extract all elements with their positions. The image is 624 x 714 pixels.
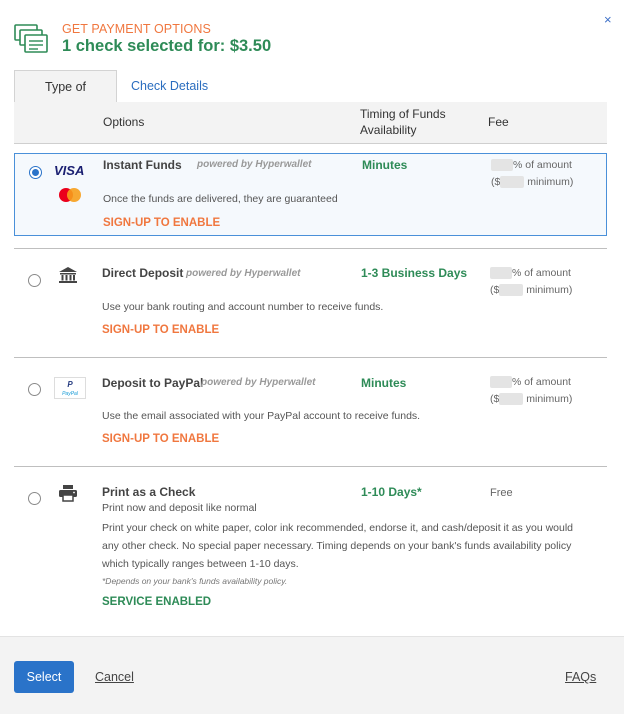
option-row-instant-funds[interactable] [14,153,607,236]
svg-text:PayPal: PayPal [62,391,78,397]
footnote: *Depends on your bank's funds availability policy. [102,576,288,586]
signup-link[interactable]: SIGN-UP TO ENABLE [103,217,221,229]
option-description-line: any other check. No special paper necessary. Timing depends on your bank's funds availability policy [102,540,572,552]
timing-value: Minutes [362,158,408,172]
option-description: Use the email associated with your PayPal account to receive funds. [102,410,421,422]
printer-icon [58,484,78,507]
signup-link[interactable]: SIGN-UP TO ENABLE [102,433,220,445]
visa-logo-icon [53,163,87,182]
tab-check-details[interactable]: Check Details [131,79,209,93]
radio-print-check[interactable] [28,492,41,505]
option-description: Once the funds are delivered, they are guaranteed [103,193,338,205]
modal-footer [0,636,624,714]
options-table-header [14,102,607,144]
radio-direct-deposit[interactable] [28,274,41,287]
bank-icon [58,266,78,289]
option-name: Instant Funds [103,158,182,172]
row-divider [14,357,607,358]
option-row-print-check[interactable] [14,480,607,620]
fee-value: Free [490,487,513,499]
header-timing: Timing of Funds Availability [360,107,446,137]
modal-title: 1 check selected for: $3.50 [62,37,272,55]
modal-subtitle: GET PAYMENT OPTIONS [62,22,211,36]
svg-text:VISA: VISA [54,163,85,177]
fee-value: % of amount ($ minimum) [490,376,573,405]
fee-value: % of amount ($ minimum) [490,267,573,296]
service-enabled-label: SERVICE ENABLED [102,596,212,608]
option-name: Deposit to PayPal [102,376,204,390]
powered-by-label: powered by Hyperwallet [186,268,301,279]
option-description: Use your bank routing and account number to receive funds. [102,301,384,313]
powered-by-label: powered by Hyperwallet [197,159,312,170]
radio-paypal[interactable] [28,383,41,396]
faqs-link[interactable]: FAQs [565,670,597,684]
signup-link[interactable]: SIGN-UP TO ENABLE [102,324,220,336]
checks-icon [14,24,48,54]
option-description-line: Print your check on white paper, color ink recommended, endorse it, and cash/deposit it as you would [102,522,574,534]
option-subtitle: Print now and deposit like normal [102,502,257,514]
paypal-logo-icon [54,377,86,404]
mastercard-logo-icon [57,187,83,208]
option-name: Direct Deposit [102,266,184,280]
option-row-paypal[interactable] [14,371,607,456]
timing-value: 1-3 Business Days [361,266,468,280]
tab-bar [14,70,608,102]
option-row-direct-deposit[interactable] [14,262,607,347]
radio-instant-funds[interactable] [29,166,42,179]
row-divider [14,248,607,249]
option-name: Print as a Check [102,485,196,499]
header-options: Options [103,115,145,129]
fee-value: % of amount ($ minimum) [491,159,574,188]
cancel-link[interactable]: Cancel [95,670,134,684]
tab-type-of-services[interactable]: Type of [14,70,117,102]
timing-value: Minutes [361,376,407,390]
header-fee: Fee [488,115,509,129]
option-description-line: which typically ranges between 1-10 days. [102,558,299,570]
close-icon[interactable]: × [604,12,612,27]
timing-value: 1-10 Days* [361,485,422,499]
powered-by-label: powered by Hyperwallet [201,377,316,388]
svg-text:P: P [67,380,73,389]
row-divider [14,466,607,467]
select-button[interactable]: Select [14,661,74,693]
